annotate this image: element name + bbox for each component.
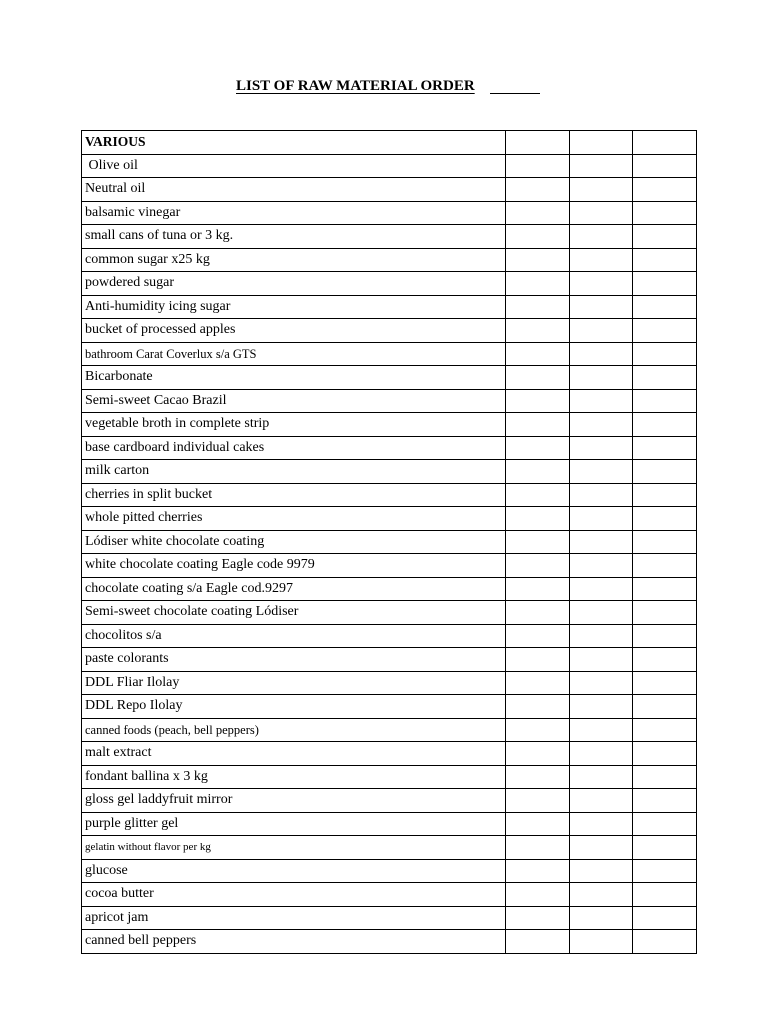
blank-cell[interactable]: [633, 624, 697, 648]
blank-cell[interactable]: [633, 930, 697, 954]
item-name-cell: Lódiser white chocolate coating: [82, 530, 506, 554]
blank-cell[interactable]: [506, 859, 570, 883]
blank-cell[interactable]: [570, 671, 633, 695]
item-name-cell: DDL Fliar Ilolay: [82, 671, 506, 695]
blank-cell[interactable]: [633, 695, 697, 719]
table-row: [82, 295, 697, 319]
blank-cell[interactable]: [506, 460, 570, 484]
table-row: [82, 319, 697, 343]
blank-cell[interactable]: [570, 648, 633, 672]
item-name-cell: Bicarbonate: [82, 366, 506, 390]
table-row: [82, 765, 697, 789]
blank-cell[interactable]: [633, 906, 697, 930]
item-name-cell: DDL Repo Ilolay: [82, 695, 506, 719]
blank-cell[interactable]: [506, 601, 570, 625]
blank-cell[interactable]: [633, 530, 697, 554]
table-row: [82, 624, 697, 648]
blank-cell[interactable]: [570, 483, 633, 507]
blank-cell[interactable]: [570, 601, 633, 625]
table-row: [82, 366, 697, 390]
blank-cell[interactable]: [506, 201, 570, 225]
item-name-cell: powdered sugar: [82, 272, 506, 296]
blank-cell[interactable]: [633, 436, 697, 460]
blank-cell[interactable]: [633, 859, 697, 883]
item-name-cell: bathroom Carat Coverlux s/a GTS: [82, 342, 506, 366]
blank-cell[interactable]: [633, 201, 697, 225]
item-name-cell: common sugar x25 kg: [82, 248, 506, 272]
table-row: [82, 789, 697, 813]
blank-cell[interactable]: [633, 131, 697, 155]
item-name-cell: paste colorants: [82, 648, 506, 672]
blank-cell[interactable]: [570, 131, 633, 155]
table-row: [82, 883, 697, 907]
blank-cell[interactable]: [506, 272, 570, 296]
blank-cell[interactable]: [506, 154, 570, 178]
blank-cell[interactable]: [506, 319, 570, 343]
blank-cell[interactable]: [570, 248, 633, 272]
blank-cell[interactable]: [633, 554, 697, 578]
item-name-cell: Semi-sweet Cacao Brazil: [82, 389, 506, 413]
blank-cell[interactable]: [506, 718, 570, 742]
item-name-cell: Anti-humidity icing sugar: [82, 295, 506, 319]
blank-cell[interactable]: [506, 366, 570, 390]
blank-cell[interactable]: [506, 812, 570, 836]
blank-cell[interactable]: [570, 836, 633, 860]
item-name-cell: whole pitted cherries: [82, 507, 506, 531]
table-row: [82, 530, 697, 554]
blank-cell[interactable]: [633, 836, 697, 860]
table-row: [82, 554, 697, 578]
blank-cell[interactable]: [570, 530, 633, 554]
item-name-cell: milk carton: [82, 460, 506, 484]
item-name-cell: Neutral oil: [82, 178, 506, 202]
blank-cell[interactable]: [506, 225, 570, 249]
blank-cell[interactable]: [506, 695, 570, 719]
blank-cell[interactable]: [570, 695, 633, 719]
blank-cell[interactable]: [506, 906, 570, 930]
blank-cell[interactable]: [506, 248, 570, 272]
item-name-cell: chocolitos s/a: [82, 624, 506, 648]
blank-cell[interactable]: [570, 201, 633, 225]
blank-cell[interactable]: [570, 930, 633, 954]
item-name-cell: canned foods (peach, bell peppers): [82, 718, 506, 742]
item-name-cell: Olive oil: [82, 154, 506, 178]
item-name-cell: balsamic vinegar: [82, 201, 506, 225]
table-row: [82, 436, 697, 460]
blank-cell[interactable]: [633, 577, 697, 601]
table-row: [82, 272, 697, 296]
blank-cell[interactable]: [633, 789, 697, 813]
blank-cell[interactable]: [506, 178, 570, 202]
title-underline: [490, 93, 540, 94]
blank-cell[interactable]: [570, 906, 633, 930]
item-name-cell: bucket of processed apples: [82, 319, 506, 343]
blank-cell[interactable]: [506, 436, 570, 460]
table-row: [82, 225, 697, 249]
table-header-various: VARIOUS: [82, 131, 506, 155]
blank-cell[interactable]: [506, 789, 570, 813]
table-row: [82, 812, 697, 836]
item-name-cell: canned bell peppers: [82, 930, 506, 954]
table-row: [82, 695, 697, 719]
blank-cell[interactable]: [506, 530, 570, 554]
table-row: [82, 718, 697, 742]
blank-cell[interactable]: [570, 436, 633, 460]
blank-cell[interactable]: [506, 765, 570, 789]
raw-material-order-table: [81, 130, 697, 954]
item-name-cell: vegetable broth in complete strip: [82, 413, 506, 437]
blank-cell[interactable]: [570, 413, 633, 437]
blank-cell[interactable]: [570, 366, 633, 390]
item-name-cell: glucose: [82, 859, 506, 883]
table-row: [82, 201, 697, 225]
document-title: LIST OF RAW MATERIAL ORDER: [236, 78, 475, 94]
blank-cell[interactable]: [506, 342, 570, 366]
blank-cell[interactable]: [506, 554, 570, 578]
table-row: [82, 836, 697, 860]
blank-cell[interactable]: [633, 319, 697, 343]
table-row: [82, 248, 697, 272]
blank-cell[interactable]: [570, 624, 633, 648]
item-name-cell: white chocolate coating Eagle code 9979: [82, 554, 506, 578]
blank-cell[interactable]: [570, 718, 633, 742]
blank-cell[interactable]: [506, 742, 570, 766]
blank-cell[interactable]: [570, 272, 633, 296]
item-name-cell: fondant ballina x 3 kg: [82, 765, 506, 789]
blank-cell[interactable]: [506, 836, 570, 860]
table-row: [82, 601, 697, 625]
table-row: [82, 648, 697, 672]
item-name-cell: gloss gel laddyfruit mirror: [82, 789, 506, 813]
table-row: [82, 671, 697, 695]
table-row: [82, 859, 697, 883]
blank-cell[interactable]: [633, 460, 697, 484]
item-name-cell: base cardboard individual cakes: [82, 436, 506, 460]
blank-cell[interactable]: [633, 154, 697, 178]
blank-cell[interactable]: [506, 671, 570, 695]
blank-cell[interactable]: [633, 225, 697, 249]
blank-cell[interactable]: [506, 413, 570, 437]
table-row: [82, 930, 697, 954]
blank-cell[interactable]: [633, 178, 697, 202]
table-row: [82, 178, 697, 202]
blank-cell[interactable]: [633, 718, 697, 742]
blank-cell[interactable]: [633, 765, 697, 789]
blank-cell[interactable]: [633, 366, 697, 390]
table-row: [82, 413, 697, 437]
table-row: [82, 483, 697, 507]
blank-cell[interactable]: [570, 295, 633, 319]
item-name-cell: cocoa butter: [82, 883, 506, 907]
blank-cell[interactable]: [570, 577, 633, 601]
blank-cell[interactable]: [570, 812, 633, 836]
blank-cell[interactable]: [570, 554, 633, 578]
blank-cell[interactable]: [633, 648, 697, 672]
blank-cell[interactable]: [570, 507, 633, 531]
blank-cell[interactable]: [506, 648, 570, 672]
blank-cell[interactable]: [633, 742, 697, 766]
blank-cell[interactable]: [570, 789, 633, 813]
blank-cell[interactable]: [570, 342, 633, 366]
table-header-row: [82, 131, 697, 155]
blank-cell[interactable]: [570, 765, 633, 789]
blank-cell[interactable]: [570, 225, 633, 249]
blank-cell[interactable]: [570, 389, 633, 413]
blank-cell[interactable]: [633, 883, 697, 907]
blank-cell[interactable]: [506, 577, 570, 601]
blank-cell[interactable]: [633, 413, 697, 437]
blank-cell[interactable]: [506, 624, 570, 648]
item-name-cell: apricot jam: [82, 906, 506, 930]
blank-cell[interactable]: [506, 507, 570, 531]
item-name-cell: malt extract: [82, 742, 506, 766]
table-row: [82, 742, 697, 766]
table-row: [82, 460, 697, 484]
blank-cell[interactable]: [506, 131, 570, 155]
blank-cell[interactable]: [633, 812, 697, 836]
blank-cell[interactable]: [633, 671, 697, 695]
blank-cell[interactable]: [633, 507, 697, 531]
table-row: [82, 342, 697, 366]
blank-cell[interactable]: [570, 178, 633, 202]
blank-cell[interactable]: [570, 154, 633, 178]
table-row: [82, 906, 697, 930]
blank-cell[interactable]: [633, 248, 697, 272]
blank-cell[interactable]: [570, 460, 633, 484]
blank-cell[interactable]: [633, 272, 697, 296]
item-name-cell: gelatin without flavor per kg: [82, 836, 506, 860]
table-row: [82, 577, 697, 601]
item-name-cell: chocolate coating s/a Eagle cod.9297: [82, 577, 506, 601]
item-name-cell: cherries in split bucket: [82, 483, 506, 507]
table-row: [82, 154, 697, 178]
table-row: [82, 507, 697, 531]
blank-cell[interactable]: [633, 483, 697, 507]
blank-cell[interactable]: [570, 319, 633, 343]
blank-cell[interactable]: [633, 389, 697, 413]
blank-cell[interactable]: [633, 601, 697, 625]
blank-cell[interactable]: [633, 342, 697, 366]
blank-cell[interactable]: [570, 883, 633, 907]
blank-cell[interactable]: [506, 295, 570, 319]
blank-cell[interactable]: [506, 483, 570, 507]
item-name-cell: Semi-sweet chocolate coating Lódiser: [82, 601, 506, 625]
blank-cell[interactable]: [506, 389, 570, 413]
blank-cell[interactable]: [570, 859, 633, 883]
item-name-cell: small cans of tuna or 3 kg.: [82, 225, 506, 249]
blank-cell[interactable]: [570, 742, 633, 766]
item-name-cell: purple glitter gel: [82, 812, 506, 836]
blank-cell[interactable]: [633, 295, 697, 319]
table-row: [82, 389, 697, 413]
blank-cell[interactable]: [506, 930, 570, 954]
blank-cell[interactable]: [506, 883, 570, 907]
